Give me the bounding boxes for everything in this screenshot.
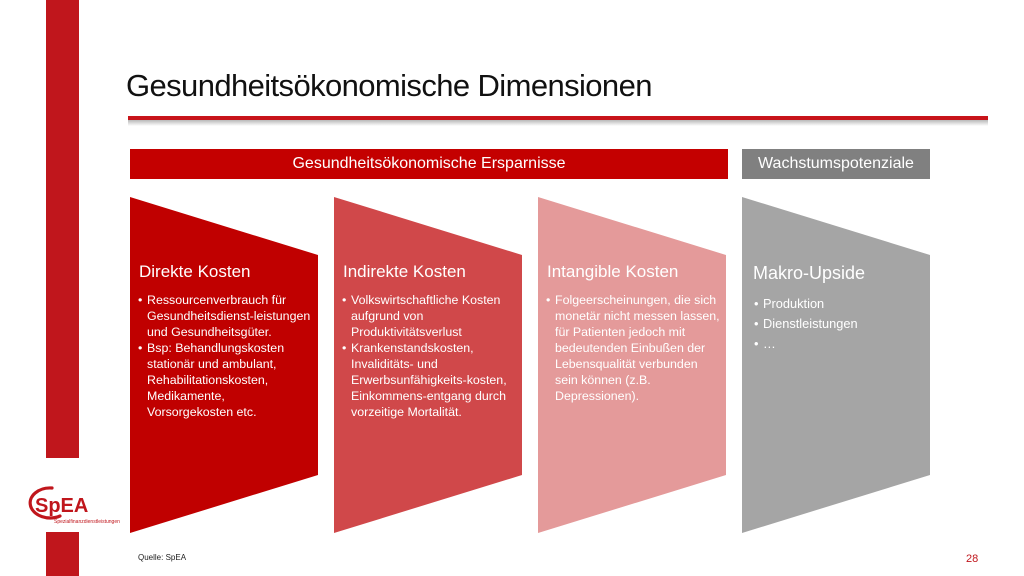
- left-accent-bar-bottom: [46, 532, 79, 576]
- logo-text: SpEA: [35, 495, 89, 517]
- column-heading: Indirekte Kosten: [343, 262, 466, 281]
- bullet-list: [754, 296, 930, 356]
- chevron-direct-costs: [130, 197, 318, 533]
- savings-banner: Gesundheitsökonomische Ersparnisse: [130, 149, 728, 179]
- bullet-item: • Bsp: Behandlungskosten stationär und ambulant, Rehabilitationskosten, Medikamente, Vorsorgekosten etc.: [138, 340, 314, 420]
- bullet-list: [342, 292, 518, 420]
- growth-banner: Wachstumspotenziale: [742, 149, 930, 179]
- bullet-item: • Produktion: [754, 296, 930, 312]
- slide-title: Gesundheitsökonomische Dimensionen: [126, 68, 652, 103]
- bullet-item: • Dienstleistungen: [754, 316, 930, 332]
- bullet-item: • Ressourcenverbrauch für Gesundheitsdienst-leistungen und Gesundheitsgüter.: [138, 292, 314, 340]
- bullet-item: • Folgeerscheinungen, die sich monetär nicht messen lassen, für Patienten jedoch mit bedeutenden Einbußen der Lebensqualität verbunden sein können (z.B. Depressionen).: [546, 292, 722, 404]
- column-heading: Intangible Kosten: [547, 262, 679, 281]
- source-note: Quelle: SpEA: [138, 553, 187, 562]
- bullet-list: [138, 292, 314, 420]
- chevron-shape: [742, 197, 930, 533]
- column-heading: Direkte Kosten: [139, 262, 251, 281]
- bullet-list: [546, 292, 722, 404]
- left-accent-bar: [46, 0, 79, 458]
- bullet-item: • Volkswirtschaftliche Kosten aufgrund von Produktivitätsverlust: [342, 292, 518, 340]
- page-number: 28: [966, 553, 979, 565]
- chevron-intangible-costs: [538, 197, 726, 533]
- bullet-item: • Krankenstandskosten, Invaliditäts- und Erwerbsunfähigkeits-kosten, Einkommens-entgang durch vorzeitige Mortalität.: [342, 340, 518, 420]
- bullet-item: • …: [754, 336, 930, 352]
- logo-tagline: Spezialfinanzdienstleistungen: [54, 519, 120, 525]
- column-heading: Makro-Upside: [753, 263, 866, 283]
- chevron-indirect-costs: [334, 197, 522, 533]
- chevron-macro-upside: [742, 197, 930, 533]
- title-underline-shadow: [128, 120, 988, 126]
